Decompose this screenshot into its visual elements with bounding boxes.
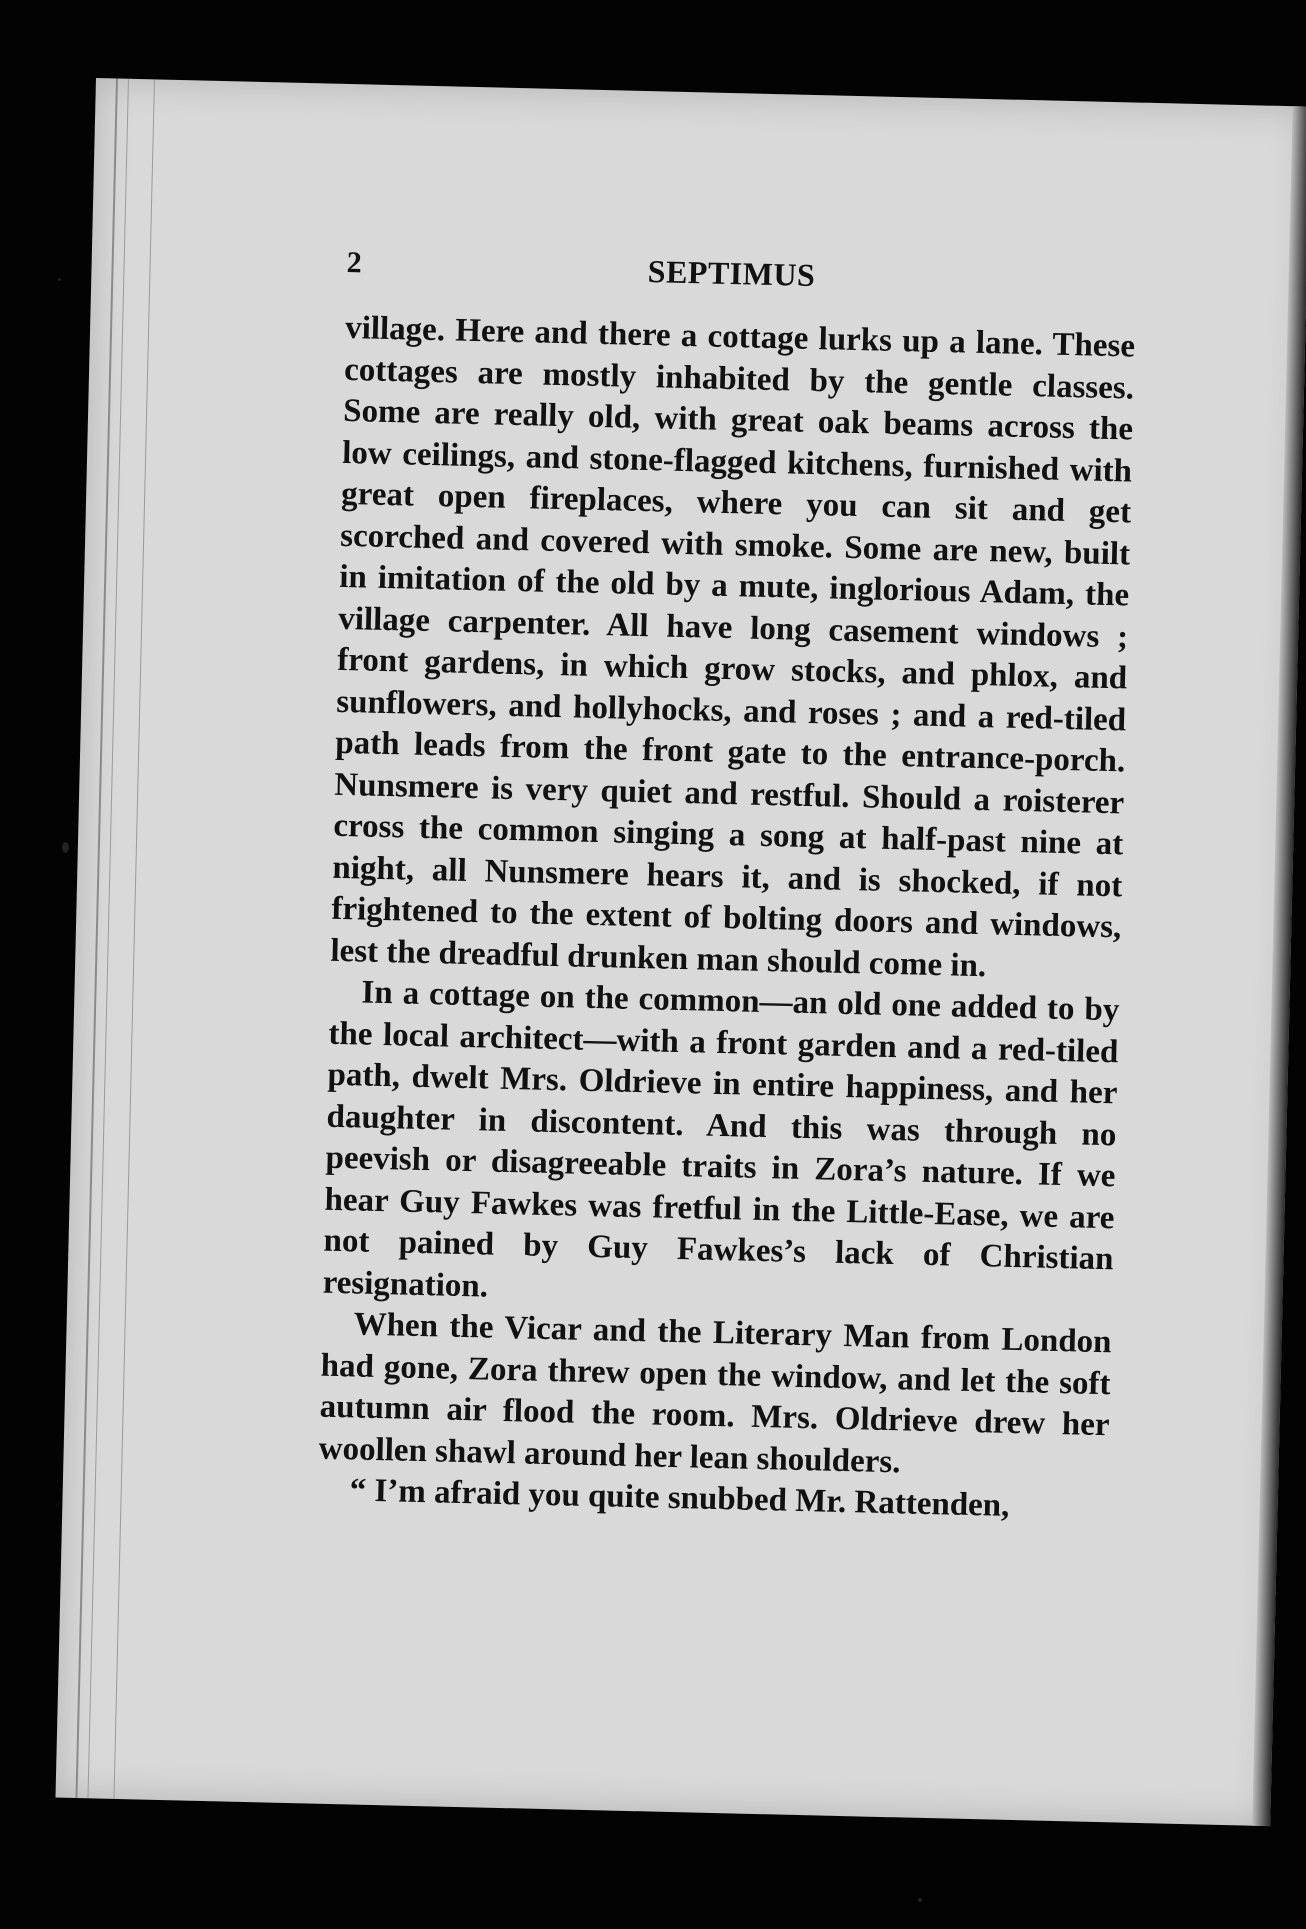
page-number: 2 [346, 245, 363, 280]
running-title: SEPTIMUS [647, 253, 816, 293]
page-binding-edge [75, 78, 178, 1799]
paragraph-2: In a cottage on the common—an old one added to by the local architect—with a front garden and a red-tiled path, dwelt Mrs. Oldrieve in entire happiness, and her daughter in discontent. And this was through no peevish or disagreeable traits in Zora’s nature. If we hear Guy Fawkes was fretful in the Little-Ease, we are not pained by Guy Fawkes’s lack of Christian resignation. [322, 974, 1120, 1305]
page-edge-shadow [1252, 106, 1306, 1826]
dust-speck [58, 278, 61, 281]
body-text [317, 308, 1135, 1530]
dust-speck [62, 842, 69, 853]
paragraph-1: village. Here and there a cottage lurks up a lane. These cottages are mostly inhabited by the gentle classes. Some are really old, with great oak beams across the low ceilings, and stone-flagged kitchens, furnished with great open fireplaces, where you can sit and get scorched and covered with smoke. Some are new, built in imitation of the old by a mute, inglorious Adam, the village carpenter. All have long casement windows ; front gardens, in which grow stocks, and phlox, and sunflowers, and hollyhocks, and roses ; and a red-tiled path leads from the front gate to the entrance-porch. Nunsmere is very quiet and restful. Should a roisterer cross the common singing a song at half-past nine at night, all Nunsmere hears it, and is shocked, if not frightened to the extent of bolting doors and windows, lest the dreadful drunken man should come in. [330, 309, 1136, 984]
paragraph-3: When the Vicar and the Literary Man from London had gone, Zora threw open the window, and let the soft autumn air flood the room. Mrs. Oldrieve drew her woollen shawl around her lean shoulders. [318, 1306, 1112, 1480]
paragraph-4: “ I’m afraid you quite snubbed Mr. Rattenden, [349, 1472, 1010, 1524]
book-page [55, 78, 1306, 1826]
dust-speck [918, 1898, 922, 1902]
page-header [346, 246, 1117, 308]
